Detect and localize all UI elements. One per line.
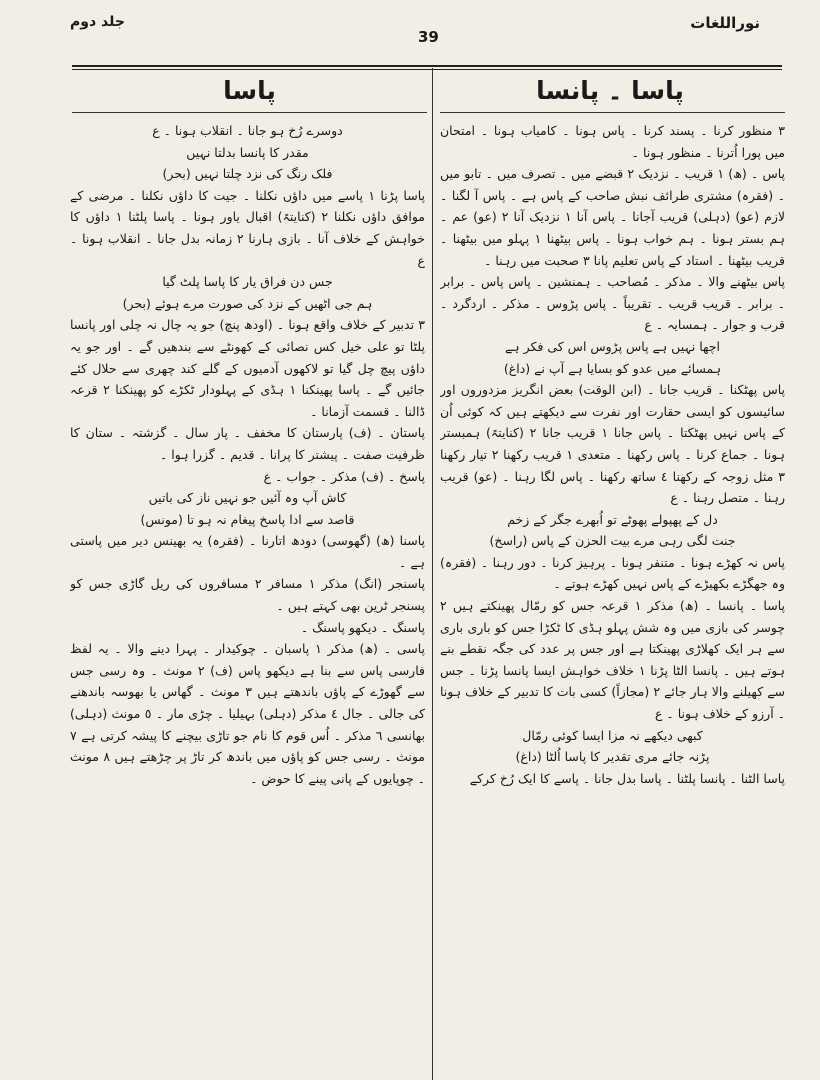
verse-line: کبھی دیکھے نہ مزا ایسا کوئی رمّال (522, 727, 703, 743)
left-column-heading: پاسا (223, 76, 276, 105)
verse-line: دوسرے رُخ ہو جانا ۔ انقلاب ہونا ۔ ع (152, 123, 343, 138)
page-number: 39 (418, 28, 439, 46)
verse-line: جنت لگی رہی مرے بیت الحزن کے پاس (راسخ) (489, 533, 736, 549)
right-column-text (440, 120, 785, 1075)
dictionary-entry: پاسنجر (انگ) مذکر ١ مسافر ٢ مسافروں کی ریل گاڑی جس کو پسنجر ٹرین بھی کہتے ہیں ۔ (70, 576, 425, 614)
verse-line: ہم جی اٹھیں کے نزد کی صورت مرے ہوئے (بحر) (122, 295, 373, 311)
verse-line: قاصد سے ادا پاسخ پیغام نہ ہو تا (مونس) (140, 511, 355, 527)
right-column-heading: پاسا ۔ پانسا (536, 76, 684, 105)
dictionary-entry: پاسی ۔ (ھ) مذکر ١ پاسبان ۔ چوکیدار ۔ پہرا دینے والا ۔ یہ لفظ فارسی پاس سے بنا ہے دیکھو پاس (ف) ٢ مونث ۔ وہ رسی جس سے گھوڑے کے پاؤں باندھتے ہیں ٣ مونث ۔ گھاس یا بھوسہ باندھنے کی جالی ۔ جال ٤ مذکر (دہلی) بہیلیا ۔ چڑی مار ۔ ٥ مونث (دہلی) بھانسی ٦ مذکر ۔ اُس قوم کا نام جو تاڑی بیچنے کا پیشہ کرتی ہے ٧ مونث ۔ رسی جس کو پاؤں میں باندھ کر تاڑ پر چڑھتے ہیں ٨ مونث ۔ چوپایوں کے پانی پینے کا حوض ۔ (70, 641, 425, 786)
dictionary-entry: ٣ تدبیر کے خلاف واقع ہونا ۔ (اودھ پنچ) جو یہ چال نہ چلی اور پانسا پلٹا تو علی خیل کس نصائی کے کھونٹے سے بندھیں گے ۔ اور جو یہ داؤں پیچ چل گیا تو لاکھوں آدمیوں کے گلے کند چھری سے حلال کئے جائیں گے ۔ پاسا پھینکنا ١ ہڈی کے پہلودار ٹکڑے کو پھینکنا ٢ قرعہ ڈالنا ۔ قسمت آزمانا ۔ (70, 317, 425, 419)
page-header (0, 0, 820, 62)
verse-line: جس دن فراق یار کا پاسا پلٹ گیا (162, 274, 333, 290)
left-column-text (70, 120, 425, 1075)
verse-line: اچھا نہیں ہے پاس پڑوس اس کی فکر ہے (504, 338, 721, 354)
header-rule-thin (72, 69, 782, 70)
left-heading-rule (72, 112, 427, 113)
book-title: نوراللغات (690, 14, 760, 32)
verse-line: کاش آپ وہ آئیں جو نہیں ناز کی باتیں (148, 490, 347, 506)
right-heading-rule (440, 112, 785, 113)
dictionary-entry: پاسا الٹنا ۔ پانسا پلٹنا ۔ پاسا بدل جانا ۔ پاسے کا ایک رُخ کرکے (469, 770, 785, 786)
dictionary-entry: پاس پھٹکنا ۔ قریب جانا ۔ (ابن الوقت) بعض انگریز مزدوروں اور سائیسوں کو ایسی حقارت اور نفرت سے دیکھتے ہیں کہ کوئی اُن کے پاس نہیں پھٹکتا ۔ پاس جانا ١ قریب جانا ٢ (کنایتہً) ہمبستر ہونا ۔ جماع کرنا ۔ پاس رکھنا ۔ متعدی ١ قریب رکھنا ٢ تیار رکھنا ٣ مثل زوجہ کے رکھنا ٤ ساتھ رکھنا ۔ پاس لگا رہنا ۔ (عو) قریب رہنا ۔ متصل رہنا ۔ ع (440, 382, 785, 506)
verse-line: فلک رنگ کی نزد چلتا نہیں (بحر) (162, 166, 333, 182)
verse-line: مقدر کا پانسا بدلتا نہیں (186, 144, 309, 160)
dictionary-entry: پاسا ۔ پانسا ۔ (ھ) مذکر ١ قرعہ جس کو رمّال پھینکتے ہیں ٢ چوسر کی بازی میں وہ شش پہلو ہڈی کا ٹکڑا جس کو باری باری سے ہر ایک کھلاڑی پھینکتا ہے اور جس پر عدد کی جگہ نقطے بنے ہوتے ہیں ۔ پانسا الٹا پڑنا ١ خلاف خواہش ایسا پانسا پڑنا ۔ جس سے کھیلنے والا ہار جائے ٢ (مجازاً) کسی بات کا تدبیر کے خلاف ہونا ۔ آرزو کے خلاف ہونا ۔ ع (440, 598, 785, 722)
verse-line: ہمسائے میں عدو کو بسایا ہے آپ نے (داغ) (503, 360, 722, 376)
header-rule (72, 65, 782, 67)
dictionary-entry: پاس نہ کھڑے ہونا ۔ متنفر ہونا ۔ پرہیز کرنا ۔ دور رہنا ۔ (فقرہ) وہ جھگڑے بکھیڑے کے پاس نہیں کھڑے ہوتے ۔ (440, 554, 785, 592)
dictionary-entry: پاس بیٹھنے والا ۔ مذکر ۔ مُصاحب ۔ ہمنشین ۔ پاس پاس ۔ برابر ۔ برابر ۔ قریب قریب ۔ تقریباً ۔ پاس پڑوس ۔ مذکر ۔ اردگرد ۔ قرب و جوار ۔ ہمسایہ ۔ ع (440, 274, 785, 333)
volume-label: جلد دوم (70, 14, 125, 30)
verse-line: دل کے پھپولے پھوٹے تو اُبھرے جگر کے زخم (507, 511, 718, 527)
dictionary-entry: پاستان ۔ (ف) پارستان کا مخفف ۔ پار سال ۔ گزشتہ ۔ ستان کا ظرفیت صفت ۔ پیشتر کا پرانا ۔ قدیم ۔ گزرا ہوا ۔ (70, 425, 425, 462)
dictionary-entry: پاس ۔ (ھ) ١ قریب ۔ نزدیک ٢ قبضے میں ۔ تصرف میں ۔ تابو میں ۔ (فقرہ) مشتری طرائف نبش صاحب کے پاس ہے ۔ پاس آ لگنا ۔ لازم (عو) (دہلی) قریب آجانا ۔ پاس آنا ١ نزدیک آنا ٢ (عو) عم ۔ ہم بستر ہونا ۔ ہم خواب ہونا ۔ پاس بیٹھنا ١ پہلو میں بیٹھنا ۔ قریب بیٹھنا ۔ استاد کے پاس تعلیم پانا ٣ صحبت میں رہنا ۔ (440, 166, 785, 268)
dictionary-entry: پاسنگ ۔ دیکھو پاسنگ ۔ (300, 619, 425, 635)
dictionary-entry: ٣ منظور کرنا ۔ پسند کرنا ۔ پاس ہونا ۔ کامیاب ہونا ۔ امتحان میں پورا اُترنا ۔ منظور ہونا ۔ (440, 123, 785, 160)
dictionary-entry: پاسنا (ھ) (گھوسی) دودھ اتارنا ۔ (فقرہ) یہ بھینس دیر میں پاستی ہے ۔ (70, 533, 425, 570)
column-divider (432, 68, 433, 1080)
dictionary-entry: پاسخ ۔ (ف) مذکر ۔ جواب ۔ ع (263, 468, 425, 484)
verse-line: پڑنہ جائے مری تقدیر کا پاسا اُلٹا (داغ) (515, 749, 710, 765)
dictionary-entry: پاسا پڑنا ١ پاسے میں داؤں نکلنا ۔ جیت کا داؤں نکلنا ۔ مرضی کے موافق داؤں نکلنا ٢ (کنایتہً) اقبال یاور ہونا ۔ پاسا پلٹنا ١ داؤں کا خواہش کے خلاف آنا ۔ بازی ہارنا ٢ زمانہ بدل جانا ۔ انقلاب ہونا ۔ ع (70, 187, 425, 268)
